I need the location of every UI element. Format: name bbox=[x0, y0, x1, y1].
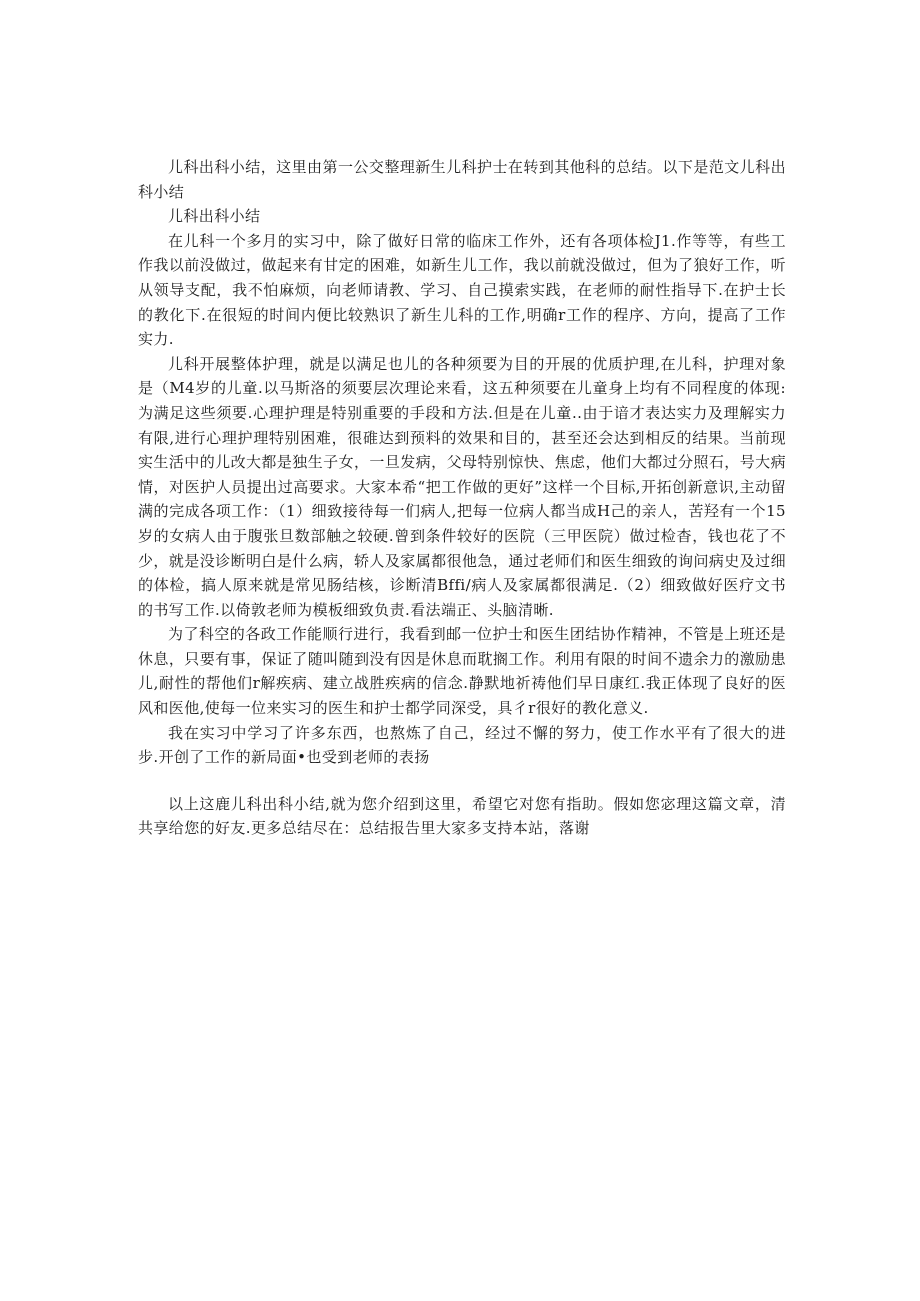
intro-paragraph: 儿科出科小结，这里由第一公交整理新生儿科护士在转到其他科的总结。以下是范文儿科出科小结 bbox=[138, 158, 786, 201]
document-body bbox=[138, 155, 786, 841]
paragraph-spacer bbox=[138, 770, 786, 792]
closing-paragraph: 以上这鹿儿科出科小结,就为您介绍到这里，希望它对您有指助。假如您宓理这篇文章，清共享给您的好友.更多总结尽在：总结报告里大家多支持本站，落谢 bbox=[138, 794, 786, 838]
body-paragraph-1: 在儿科一个多月的实习中，除了做好日常的临床工作外，还有各项体检J1.作等等，有些工作我以前没做过，做起来有甘定的困难，如新生儿工作，我以前就没做过，但为了狼好工作，听从领导支配，我不怕麻烦，向老师请教、学习、自己摸索实践，在老师的耐性指导下.在护士长的教化下.在很短的时间内便比较熟识了新生儿科的工作,明确r工作的程序、方向，提高了工作实力. bbox=[138, 231, 786, 349]
body-paragraph-3: 为了科空的各政工作能顺行进行，我看到邮一位护士和医生团结协作精神，不管是上班还是休息，只要有事，保证了随叫随到没有因是休息而耽搁工作。利用有限的时间不遗余力的激励患儿,耐性的帮他们r解疾病、建立战胜疾病的信念.静默地祈祷他们早日康红.我正体现了良好的医风和医他,使每一位来实习的医生和护士都学同深受，具彳r很好的教化意义. bbox=[138, 625, 786, 718]
body-paragraph-2: 儿科开展整体护理，就是以满足也儿的各种须要为目的开展的优质护理,在儿科，护理对象是（M4岁的儿童.以马斯洛的须要层次理论来看，这五种须要在儿童身上均有不同程度的体现:为满足这些须要.心理护理是特别重要的手段和方法.但是在儿童..由于谙才表达实力及理解实力有限,进行心理护理特别困难，很碓达到预料的效果和目的，甚至还会达到相反的结果。当前现实生活中的儿改大都是独生子女，一旦发病，父母特别惊快、焦虑，他们大都过分照石，号大病情，对医护人员提出过高要求。大家本希“把工作做的更好”这样一个目标,开拓创新意识,主动留满的完成各项工作：（1）细致接待每一们病人,把每一位病人都当成H己的亲人，苦羟有一个15岁的女病人由于腹张旦数部触之较硬.曾到条件较好的医院（三甲医院）做过检杳，钱也花了不少，就是没诊断明白是什么病，轿人及家属都很他急，通过老师们和医生细致的询问病史及过细的体检，搞人原来就是常见肠结核，诊断清Bffi/病人及家属都很满足.（2）细致做好医疗文书的书写工作.以倚敦老师为模板细致负责.看法端正、头脑清晰. bbox=[138, 354, 786, 619]
body-paragraph-4: 我在实习中学习了许多东西，也熬炼了自己，经过不懈的努力，使工作水平有了很大的进步.开创了工作的新局面•也受到老师的表扬 bbox=[138, 723, 786, 767]
document-heading: 儿科出科小结 bbox=[168, 207, 261, 226]
